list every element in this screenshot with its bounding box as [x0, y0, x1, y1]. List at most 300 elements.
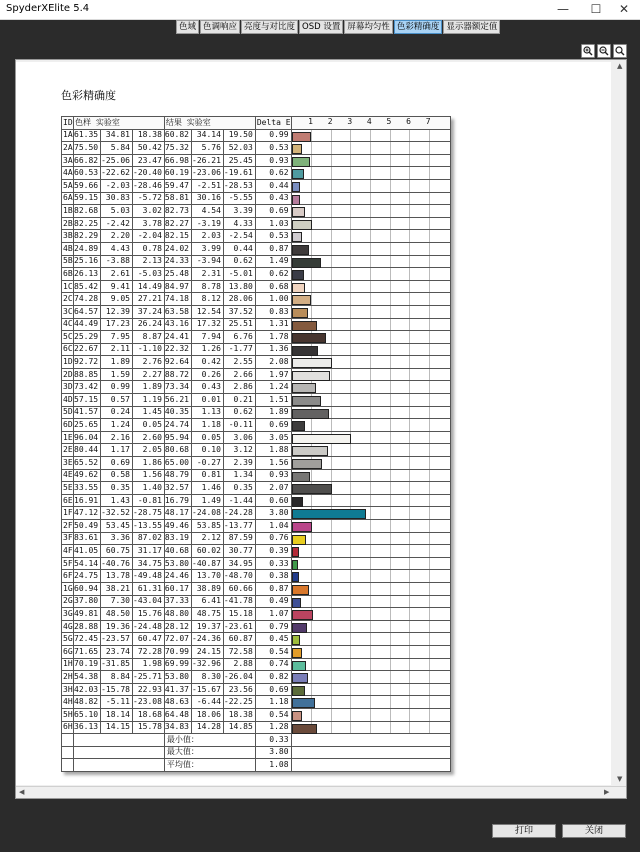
delta-e-bar — [292, 396, 322, 406]
result-lab-value: 13.70 — [192, 570, 224, 583]
patch-id: 1C — [62, 280, 74, 293]
scale-gridline — [370, 457, 371, 469]
table-row — [62, 431, 451, 444]
result-lab-value: -41.78 — [223, 595, 255, 608]
result-lab-value: 0.01 — [192, 394, 224, 407]
scale-gridline — [390, 268, 391, 280]
table-row — [62, 331, 451, 344]
table-row — [62, 205, 451, 218]
patch-id: 1H — [62, 658, 74, 671]
scale-gridline — [370, 621, 371, 633]
scale-gridline — [331, 419, 332, 431]
scale-gridline — [390, 558, 391, 570]
delta-e-bar-cell — [291, 230, 450, 243]
result-lab-value: 73.34 — [164, 381, 191, 394]
scale-gridline — [390, 533, 391, 545]
scale-gridline — [311, 621, 312, 633]
result-lab-value: 49.46 — [164, 520, 191, 533]
delta-e-value: 0.93 — [255, 154, 291, 167]
result-lab-value: 0.44 — [223, 242, 255, 255]
scale-gridline — [409, 394, 410, 406]
patch-id: 1G — [62, 582, 74, 595]
result-lab-value: 24.33 — [164, 255, 191, 268]
sample-lab-value: -5.72 — [133, 192, 165, 205]
scale-gridline — [409, 444, 410, 456]
result-lab-value: 80.68 — [164, 444, 191, 457]
sample-lab-value: 14.49 — [133, 280, 165, 293]
color-accuracy-table — [61, 116, 451, 772]
scale-gridline — [390, 356, 391, 368]
scale-gridline — [331, 230, 332, 242]
scale-gridline — [390, 621, 391, 633]
scale-gridline — [390, 419, 391, 431]
sample-lab-value: 14.15 — [101, 721, 133, 734]
patch-id: 6G — [62, 645, 74, 658]
sample-lab-value: 70.19 — [74, 658, 101, 671]
sample-lab-value: 59.15 — [74, 192, 101, 205]
scale-gridline — [311, 470, 312, 482]
result-lab-value: 3.06 — [223, 431, 255, 444]
result-lab-value: 95.94 — [164, 431, 191, 444]
delta-e-bar — [292, 383, 316, 393]
scale-gridline — [311, 142, 312, 154]
scale-gridline — [370, 381, 371, 393]
result-lab-value: 24.74 — [164, 419, 191, 432]
maximize-button[interactable]: ☐ — [590, 2, 602, 16]
sample-lab-value: 66.82 — [74, 154, 101, 167]
scroll-right-icon[interactable]: ▶ — [604, 788, 610, 796]
zoom-fit-icon[interactable] — [613, 44, 627, 58]
summary-row — [62, 759, 451, 772]
scroll-left-icon[interactable]: ◀ — [19, 788, 25, 796]
zoom-out-icon[interactable] — [597, 44, 611, 58]
scale-tick-label: 1 — [308, 117, 313, 126]
result-lab-value: 2.39 — [223, 457, 255, 470]
delta-e-bar — [292, 132, 311, 142]
sample-lab-value: 74.28 — [74, 293, 101, 306]
sample-lab-value: 2.11 — [101, 343, 133, 356]
result-lab-value: 16.79 — [164, 494, 191, 507]
scale-gridline — [390, 722, 391, 734]
result-lab-value: 53.80 — [164, 671, 191, 684]
scale-gridline — [311, 193, 312, 205]
summary-label: 最小值： — [164, 734, 255, 747]
delta-e-bar-cell — [291, 608, 450, 621]
delta-e-bar — [292, 698, 315, 708]
scale-gridline — [429, 722, 430, 734]
scale-gridline — [350, 671, 351, 683]
minimize-button[interactable]: — — [557, 2, 569, 16]
result-lab-value: 24.41 — [164, 331, 191, 344]
result-lab-value: 24.15 — [192, 645, 224, 658]
delta-e-value: 0.45 — [255, 633, 291, 646]
result-lab-value: 18.06 — [192, 708, 224, 721]
sample-lab-value: 50.49 — [74, 520, 101, 533]
result-lab-value: 25.51 — [223, 318, 255, 331]
scale-gridline — [350, 696, 351, 708]
sample-lab-value: -43.04 — [133, 595, 165, 608]
delta-e-bar-cell — [291, 708, 450, 721]
scale-gridline — [409, 558, 410, 570]
scale-gridline — [331, 608, 332, 620]
scale-gridline — [429, 167, 430, 179]
table-row — [62, 444, 451, 457]
sample-lab-value: 34.81 — [101, 129, 133, 142]
scale-gridline — [429, 130, 430, 142]
delta-e-value: 0.99 — [255, 129, 291, 142]
table-row — [62, 645, 451, 658]
scale-gridline — [311, 268, 312, 280]
scale-gridline — [350, 356, 351, 368]
result-lab-value: 4.54 — [192, 205, 224, 218]
tab-5[interactable]: 色彩精确度 — [394, 20, 443, 34]
result-lab-value: 17.32 — [192, 318, 224, 331]
result-lab-value: -0.11 — [223, 419, 255, 432]
patch-id: 4B — [62, 242, 74, 255]
sample-lab-value: 50.42 — [133, 142, 165, 155]
sample-lab-value: 13.78 — [101, 570, 133, 583]
scale-gridline — [409, 142, 410, 154]
scale-gridline — [390, 596, 391, 608]
table-row — [62, 696, 451, 709]
result-lab-value: -6.44 — [192, 696, 224, 709]
scale-gridline — [409, 306, 410, 318]
scale-gridline — [370, 167, 371, 179]
scale-gridline — [331, 180, 332, 192]
patch-id: 6A — [62, 192, 74, 205]
delta-e-bar-cell — [291, 520, 450, 533]
patch-id: 6F — [62, 570, 74, 583]
scale-gridline — [429, 293, 430, 305]
result-lab-value: 48.80 — [164, 608, 191, 621]
scale-gridline — [350, 344, 351, 356]
delta-e-value: 1.51 — [255, 394, 291, 407]
vertical-scrollbar[interactable] — [614, 60, 626, 787]
delta-e-bar-cell — [291, 482, 450, 495]
close-button[interactable]: 关闭 — [562, 824, 626, 838]
scale-gridline — [331, 444, 332, 456]
scale-gridline — [331, 596, 332, 608]
delta-e-bar — [292, 547, 300, 557]
sample-lab-value: 92.72 — [74, 356, 101, 369]
scale-gridline — [429, 583, 430, 595]
table-row — [62, 129, 451, 142]
scale-gridline — [331, 659, 332, 671]
scale-gridline — [390, 495, 391, 507]
result-lab-value: 60.66 — [223, 582, 255, 595]
result-lab-value: 74.18 — [164, 293, 191, 306]
sample-lab-value: 9.05 — [101, 293, 133, 306]
sample-lab-value: 88.85 — [74, 368, 101, 381]
sample-lab-value: -3.88 — [101, 255, 133, 268]
result-lab-value: -1.44 — [223, 494, 255, 507]
tab-1[interactable]: 色调响应 — [200, 20, 240, 34]
scale-gridline — [390, 130, 391, 142]
delta-e-bar-cell — [291, 582, 450, 595]
result-lab-value: 5.76 — [192, 142, 224, 155]
scale-tick-label: 3 — [347, 117, 353, 126]
delta-e-bar — [292, 585, 309, 595]
scale-gridline — [429, 319, 430, 331]
table-row — [62, 318, 451, 331]
result-lab-value: 15.18 — [223, 608, 255, 621]
scale-gridline — [311, 419, 312, 431]
horizontal-scrollbar[interactable] — [16, 786, 626, 798]
delta-e-bar — [292, 434, 352, 444]
scale-gridline — [409, 722, 410, 734]
scale-gridline — [350, 331, 351, 343]
result-lab-value: 66.98 — [164, 154, 191, 167]
scale-gridline — [370, 130, 371, 142]
scale-gridline — [350, 381, 351, 393]
scale-gridline — [429, 533, 430, 545]
print-button[interactable]: 打印 — [492, 824, 556, 838]
scale-gridline — [331, 533, 332, 545]
scale-gridline — [331, 583, 332, 595]
zoom-in-icon[interactable] — [581, 44, 595, 58]
scale-gridline — [409, 331, 410, 343]
scale-gridline — [370, 470, 371, 482]
scale-gridline — [409, 381, 410, 393]
delta-e-bar-cell — [291, 696, 450, 709]
result-lab-value: 0.42 — [192, 356, 224, 369]
sample-lab-value: 8.84 — [101, 671, 133, 684]
scale-gridline — [350, 155, 351, 167]
sample-lab-value: 27.21 — [133, 293, 165, 306]
result-lab-value: -13.77 — [223, 520, 255, 533]
delta-e-bar-cell — [291, 129, 450, 142]
scale-gridline — [331, 130, 332, 142]
tab-6[interactable]: 显示器额定值 — [443, 20, 500, 34]
result-lab-value: 18.38 — [223, 708, 255, 721]
sample-lab-value: 1.40 — [133, 482, 165, 495]
scale-gridline — [390, 608, 391, 620]
scale-gridline — [370, 570, 371, 582]
delta-e-bar — [292, 421, 306, 431]
title-bar — [0, 0, 640, 20]
table-row — [62, 520, 451, 533]
scale-gridline — [311, 243, 312, 255]
report-viewer[interactable] — [15, 59, 627, 799]
delta-e-value: 0.87 — [255, 242, 291, 255]
patch-id: 6B — [62, 268, 74, 281]
sample-lab-value: 30.83 — [101, 192, 133, 205]
patch-id: 3E — [62, 457, 74, 470]
delta-e-bar-cell — [291, 557, 450, 570]
delta-e-value: 0.53 — [255, 142, 291, 155]
scale-gridline — [370, 243, 371, 255]
result-lab-value: 48.63 — [164, 696, 191, 709]
delta-e-value: 0.76 — [255, 532, 291, 545]
delta-e-bar — [292, 560, 298, 570]
sample-lab-value: 53.45 — [101, 520, 133, 533]
scale-gridline — [390, 193, 391, 205]
result-lab-value: 1.18 — [192, 419, 224, 432]
scale-gridline — [331, 293, 332, 305]
scale-gridline — [331, 381, 332, 393]
scale-gridline — [370, 482, 371, 494]
result-lab-value: 1.49 — [192, 494, 224, 507]
scale-gridline — [409, 167, 410, 179]
sample-lab-value: 54.38 — [74, 671, 101, 684]
delta-e-bar-cell — [291, 645, 450, 658]
delta-e-bar — [292, 661, 307, 671]
scale-gridline — [331, 142, 332, 154]
delta-e-bar — [292, 635, 301, 645]
scroll-up-icon[interactable]: ▲ — [617, 62, 623, 70]
scale-gridline — [390, 520, 391, 532]
sample-lab-value: 47.12 — [74, 507, 101, 520]
scale-gridline — [370, 722, 371, 734]
scale-gridline — [331, 193, 332, 205]
scale-gridline — [409, 419, 410, 431]
result-lab-value: -5.55 — [223, 192, 255, 205]
sample-lab-value: -32.52 — [101, 507, 133, 520]
scale-gridline — [370, 495, 371, 507]
sample-lab-value: -20.40 — [133, 167, 165, 180]
sample-lab-value: 71.65 — [74, 645, 101, 658]
delta-e-bar — [292, 472, 310, 482]
scale-gridline — [331, 331, 332, 343]
delta-e-value: 0.53 — [255, 230, 291, 243]
scale-gridline — [390, 344, 391, 356]
result-lab-value: 14.85 — [223, 721, 255, 734]
delta-e-bar-cell — [291, 545, 450, 558]
scale-gridline — [331, 495, 332, 507]
sample-lab-value: -23.08 — [133, 696, 165, 709]
scale-gridline — [331, 281, 332, 293]
delta-e-bar — [292, 648, 303, 658]
sample-lab-value: 12.39 — [101, 305, 133, 318]
table-row — [62, 394, 451, 407]
summary-blank — [74, 734, 165, 747]
scale-gridline — [390, 281, 391, 293]
delta-e-value: 0.93 — [255, 469, 291, 482]
result-lab-value: 60.02 — [192, 545, 224, 558]
scale-gridline — [370, 419, 371, 431]
scale-gridline — [311, 281, 312, 293]
sample-lab-value: -25.71 — [133, 671, 165, 684]
scale-tick-label: 2 — [327, 117, 333, 126]
scale-gridline — [350, 709, 351, 721]
sample-lab-value: 2.61 — [101, 268, 133, 281]
scale-gridline — [429, 142, 430, 154]
scale-gridline — [390, 319, 391, 331]
scale-gridline — [409, 608, 410, 620]
sample-lab-value: -2.03 — [101, 179, 133, 192]
delta-e-bar — [292, 182, 301, 192]
table-row — [62, 570, 451, 583]
delta-e-bar — [292, 711, 303, 721]
scale-gridline — [409, 709, 410, 721]
tab-3[interactable]: OSD 设置 — [299, 20, 343, 34]
tab-4[interactable]: 屏幕均匀性 — [344, 20, 393, 34]
tab-0[interactable]: 色域 — [176, 20, 199, 34]
sample-lab-value: -15.78 — [101, 683, 133, 696]
scale-gridline — [311, 495, 312, 507]
result-lab-value: 1.13 — [192, 406, 224, 419]
result-lab-value: 4.33 — [223, 217, 255, 230]
scale-gridline — [429, 570, 430, 582]
scale-gridline — [331, 722, 332, 734]
patch-id: 6E — [62, 494, 74, 507]
scale-gridline — [429, 633, 430, 645]
sample-lab-value: 37.24 — [133, 305, 165, 318]
result-lab-value: 22.32 — [164, 343, 191, 356]
result-lab-value: -19.61 — [223, 167, 255, 180]
result-lab-value: 1.46 — [192, 482, 224, 495]
patch-id: 1B — [62, 205, 74, 218]
result-lab-value: 83.19 — [164, 532, 191, 545]
result-lab-value: 37.33 — [164, 595, 191, 608]
delta-e-bar-cell — [291, 154, 450, 167]
tab-2[interactable]: 亮度与对比度 — [241, 20, 298, 34]
delta-e-bar — [292, 358, 333, 368]
scale-gridline — [370, 268, 371, 280]
delta-e-bar-cell — [291, 381, 450, 394]
scale-gridline — [370, 684, 371, 696]
scale-gridline — [370, 142, 371, 154]
scale-gridline — [370, 533, 371, 545]
delta-e-bar — [292, 459, 323, 469]
sample-lab-value: 33.55 — [74, 482, 101, 495]
delta-e-value: 1.49 — [255, 255, 291, 268]
sample-lab-value: 82.29 — [74, 230, 101, 243]
scale-gridline — [350, 659, 351, 671]
close-window-button[interactable]: ✕ — [618, 2, 630, 16]
patch-id: 5B — [62, 255, 74, 268]
sample-lab-value: 0.35 — [101, 482, 133, 495]
delta-e-bar-cell — [291, 633, 450, 646]
result-lab-value: 0.62 — [223, 406, 255, 419]
scale-gridline — [370, 520, 371, 532]
delta-e-bar — [292, 321, 318, 331]
scale-gridline — [350, 684, 351, 696]
scale-gridline — [370, 394, 371, 406]
scale-gridline — [390, 444, 391, 456]
scale-gridline — [350, 407, 351, 419]
scale-gridline — [390, 205, 391, 217]
result-lab-value: 60.87 — [223, 633, 255, 646]
result-lab-value: -5.01 — [223, 268, 255, 281]
sample-lab-value: -13.55 — [133, 520, 165, 533]
scale-gridline — [350, 281, 351, 293]
sample-lab-value: -22.62 — [101, 167, 133, 180]
scale-gridline — [350, 293, 351, 305]
sample-lab-value: -1.10 — [133, 343, 165, 356]
scale-gridline — [390, 407, 391, 419]
scale-gridline — [370, 293, 371, 305]
sample-lab-value: 15.78 — [133, 721, 165, 734]
scale-gridline — [409, 671, 410, 683]
scale-gridline — [409, 646, 410, 658]
sample-lab-value: 80.44 — [74, 444, 101, 457]
delta-e-value: 1.07 — [255, 608, 291, 621]
scale-gridline — [350, 218, 351, 230]
result-lab-value: 82.15 — [164, 230, 191, 243]
scroll-down-icon[interactable]: ▼ — [617, 775, 623, 783]
delta-e-value: 1.18 — [255, 696, 291, 709]
table-row — [62, 633, 451, 646]
result-lab-value: 24.46 — [164, 570, 191, 583]
table-row — [62, 192, 451, 205]
sample-lab-value: 41.05 — [74, 545, 101, 558]
table-row — [62, 683, 451, 696]
summary-value: 3.80 — [255, 746, 291, 759]
scale-gridline — [409, 205, 410, 217]
scale-gridline — [429, 419, 430, 431]
scale-gridline — [429, 470, 430, 482]
